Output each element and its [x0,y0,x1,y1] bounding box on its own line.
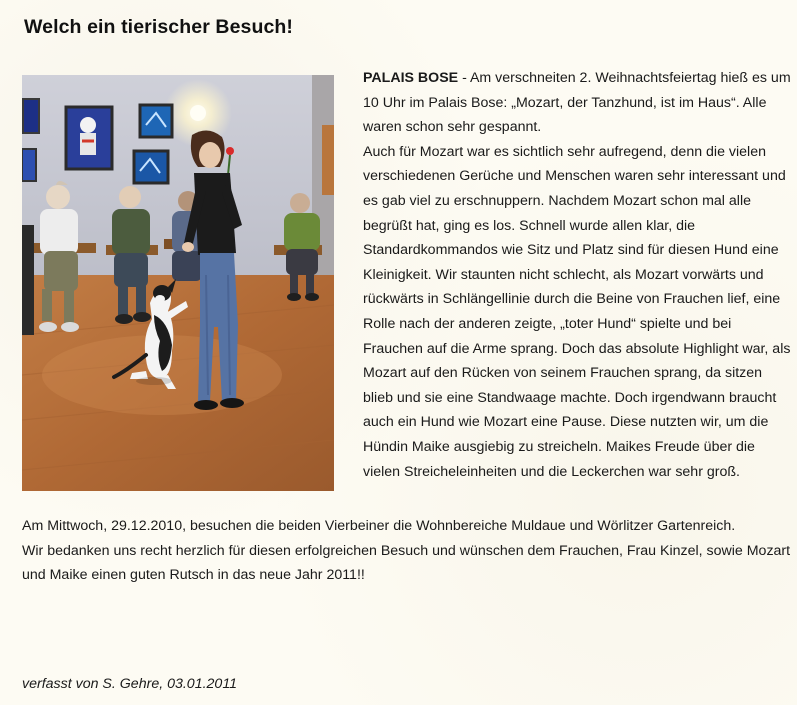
article-lead: PALAIS BOSE [363,70,459,86]
article-text [22,66,792,588]
photo-spacer [22,66,363,514]
author-byline: verfasst von S. Gehre, 03.01.2011 [22,676,238,692]
article-headline: Welch ein tierischer Besuch! [24,16,294,38]
article-visit: Am Mittwoch, 29.12.2010, besuchen die beiden Vierbeiner die Wohnbereiche Muldaue und Wörlitzer Gartenreich. [22,518,736,534]
article-intro-text: - Am verschneiten 2. Weihnachtsfeiertag hieß es um 10 Uhr im Palais Bose: „Mozart, der Tanzhund, ist im Haus“. Alle waren schon sehr gespannt. [363,70,791,136]
article-thanks: Wir bedanken uns recht herzlich für diesen erfolgreichen Besuch und wünschen dem Frauchen, Frau Kinzel, sowie Mozart und Maike einen guten Rutsch in das neue Jahr 2011!! [22,542,791,584]
article-body: Auch für Mozart war es sichtlich sehr aufregend, denn die vielen verschiedenen Gerüche und Menschen waren sehr interessant und es gab viel zu erschnuppern. Nachdem Mozart schon mal alle begrüßt hat, ging es los. Schnell wurde allen klar, die Standardkommandos wie Sitz und Platz sind für diesen Hund eine Kleinigkeit. Wir staunten nicht schlecht, als Mozart vorwärts und rückwärts in Schlängellinie durch die Beine von Frauchen lief, eine Rolle nach der anderen zeigte, „toter Hund“ spielte und bei Frauchen auf die Arme sprang. Doch das absolute Highlight war, als Mozart auf den Rücken von seinem Frauchen sprang, da sitzen blieb und sie eine Standwaage machte. Doch irgendwann braucht auch ein Hund wie Mozart eine Pause. Diese nutzten wir, um die Hündin Maike ausgiebig zu streicheln. Maikes Freude über die vielen Streicheleinheiten und die Leckerchen war sehr groß. [363,143,791,480]
